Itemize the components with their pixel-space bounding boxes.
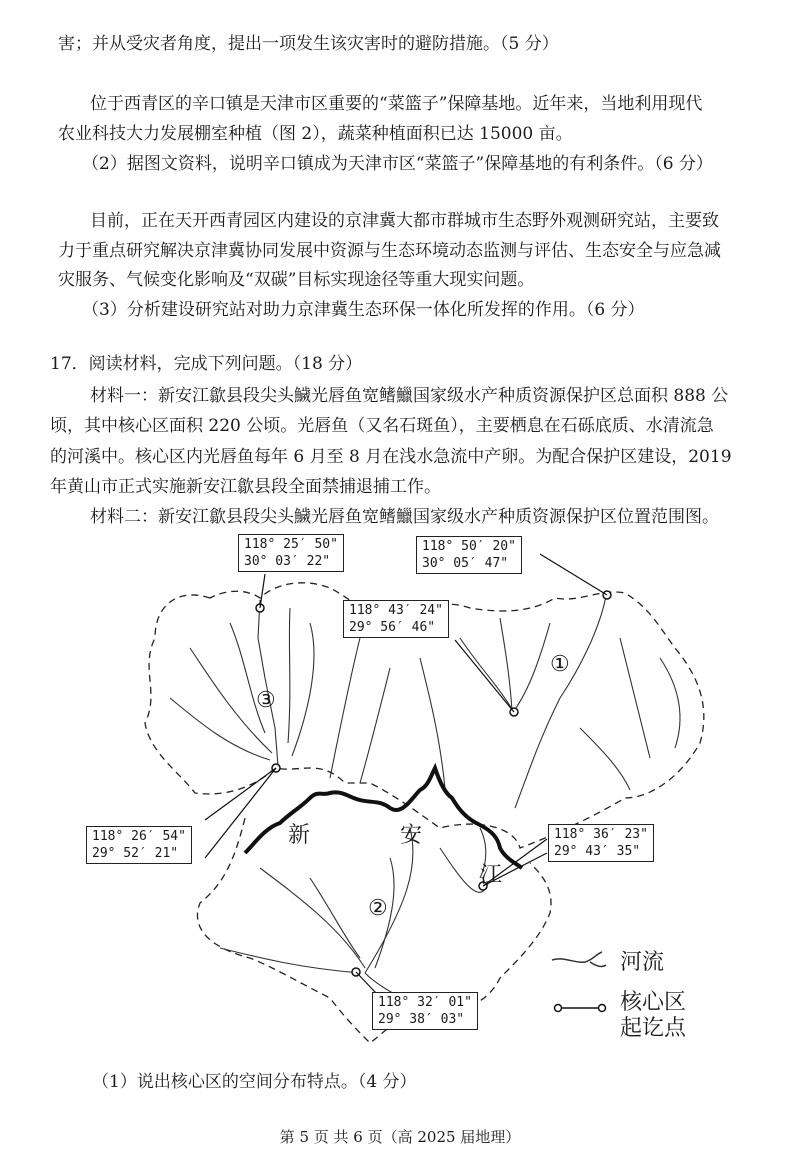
text-line: 害；并从受灾者角度，提出一项发生该灾害时的避防措施。（5 分） xyxy=(58,34,559,54)
text-line: 年黄山市正式实施新安江歙县段全面禁捕退捕工作。 xyxy=(50,477,441,497)
longitude: 118° 25′ 50" xyxy=(244,537,338,552)
text-line: 位于西青区的辛口镇是天津市区重要的“菜篮子”保障基地。近年来，当地利用现代 xyxy=(90,94,703,114)
text-line: （3）分析建设研究站对助力京津冀生态环保一体化所发挥的作用。（6 分） xyxy=(82,300,645,320)
legend-symbols xyxy=(552,952,606,1012)
question-1: （1）说出核心区的空间分布特点。（4 分） xyxy=(92,1072,417,1092)
coord-box-right xyxy=(548,824,654,862)
coord-box-top-left xyxy=(238,534,344,572)
latitude: 29° 38′ 03" xyxy=(378,1012,465,1027)
longitude: 118° 36′ 23" xyxy=(554,827,648,842)
question-heading: 17．阅读材料，完成下列问题。（18 分） xyxy=(50,354,363,374)
longitude: 118° 26′ 54" xyxy=(92,829,186,844)
protection-zone-map xyxy=(60,528,760,1048)
latitude: 30° 05′ 47" xyxy=(422,556,509,571)
text-line: 顷，其中核心区面积 220 公顷。光唇鱼（又名石斑鱼），主要栖息在石砾底质、水清流急 xyxy=(50,416,714,436)
text-line: 材料一：新安江歙县段尖头鱥光唇鱼宽鳍鱲国家级水产种质资源保护区总面积 888 公 xyxy=(90,386,729,406)
river-label-an: 安 xyxy=(400,823,423,848)
longitude: 118° 43′ 24" xyxy=(349,603,443,618)
river-label-xin: 新 xyxy=(288,823,311,848)
xinanjiang-river xyxy=(245,768,522,868)
longitude: 118° 32′ 01" xyxy=(378,995,472,1010)
legend-core-label: 核心区 xyxy=(620,990,687,1015)
river-label-jiang: 江 xyxy=(480,863,503,888)
latitude: 29° 52′ 21" xyxy=(92,846,179,861)
latitude: 29° 43′ 35" xyxy=(554,844,641,859)
legend-endpoint-label: 起讫点 xyxy=(620,1016,687,1041)
coord-box-top-right xyxy=(416,536,522,574)
legend-river-label: 河流 xyxy=(620,950,665,975)
text-line: 灾服务、气候变化影响及“双碳”目标实现途径等重大现实问题。 xyxy=(58,270,535,290)
longitude: 118° 50′ 20" xyxy=(422,539,516,554)
text-line: 力于重点研究解决京津冀协同发展中资源与生态环境动态监测与评估、生态安全与应急减 xyxy=(58,241,721,261)
tributary-lines xyxy=(170,596,680,1028)
text-line: 目前，正在天开西青园区内建设的京津冀大都市群城市生态野外观测研究站，主要致 xyxy=(90,211,719,231)
text-line: 的河溪中。核心区内光唇鱼每年 6 月至 8 月在浅水急流中产卵。为配合保护区建设，2019 xyxy=(50,447,732,467)
text-line: 材料二：新安江歙县段尖头鱥光唇鱼宽鳍鱲国家级水产种质资源保护区位置范围图。 xyxy=(90,507,719,527)
text-line: 农业科技大力发展棚室种植（图 2），蔬菜种植面积已达 15000 亩。 xyxy=(58,124,573,144)
text-line: （2）据图文资料，说明辛口镇成为天津市区“菜篮子”保障基地的有利条件。（6 分） xyxy=(82,154,713,174)
region-label-1: ① xyxy=(550,652,570,677)
core-points xyxy=(256,591,611,976)
region-label-3: ③ xyxy=(256,688,276,713)
latitude: 30° 03′ 22" xyxy=(244,554,331,569)
coord-box-left xyxy=(86,826,192,864)
page-footer: 第 5 页 共 6 页（高 2025 届地理） xyxy=(279,1128,521,1146)
coord-box-upper-middle xyxy=(343,600,449,638)
region-label-2: ② xyxy=(368,896,388,921)
latitude: 29° 56′ 46" xyxy=(349,620,436,635)
coord-box-bottom xyxy=(372,992,478,1030)
